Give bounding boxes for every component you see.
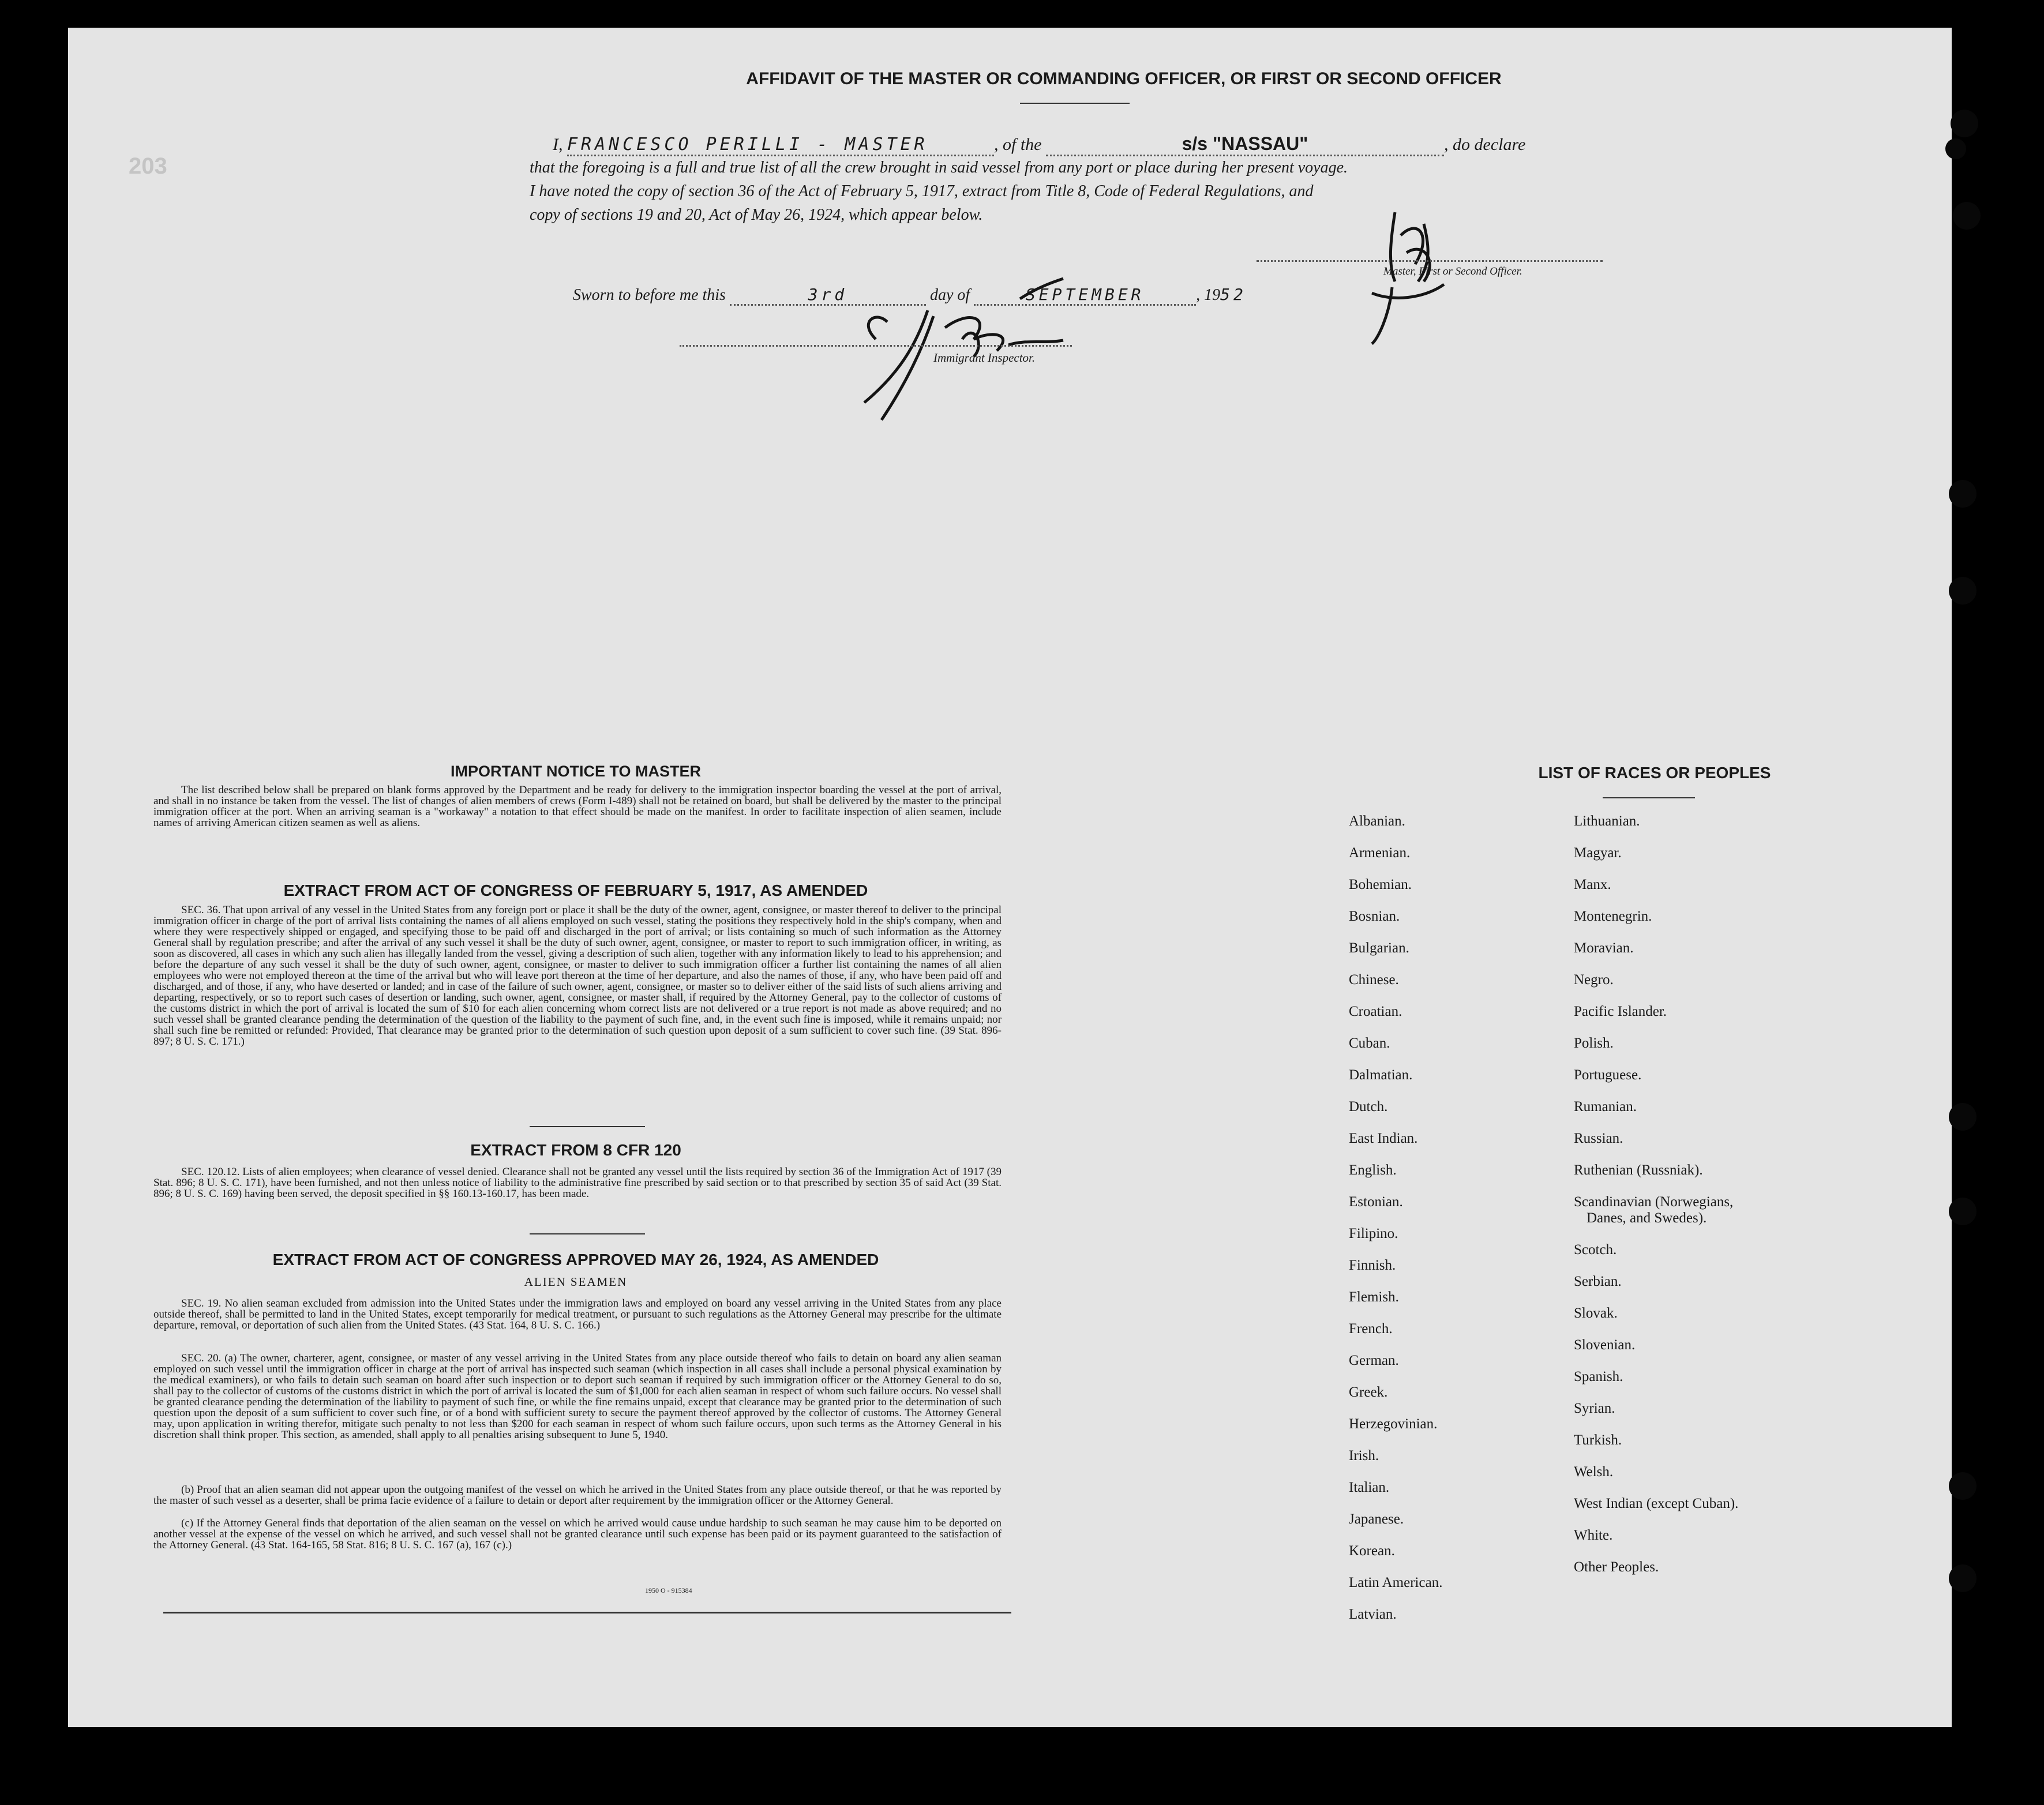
page-number: 203 bbox=[129, 153, 167, 179]
race-item: Croatian. bbox=[1349, 1004, 1402, 1019]
affidavit-line2: that the foregoing is a full and true list of all the crew brought in said vessel from any port or place during her present voyage. bbox=[530, 159, 1348, 177]
sec19-body: SEC. 19. No alien seaman excluded from admission into the United States under the immigration laws and employed on board any vessel arriving in the United States from any place outside thereof, shall be permitted to land in the United States, except temporarily for medical treatment, or pursuant to such regulations as the Attorney General may prescribe for the ultimate departure, removal, or deportation of such alien from the United States. (43 Stat. 164, 8 U. S. C. 166.) bbox=[153, 1297, 1002, 1331]
race-item: Bohemian. bbox=[1349, 877, 1412, 892]
race-item: Korean. bbox=[1349, 1543, 1395, 1559]
race-item: Herzegovinian. bbox=[1349, 1416, 1438, 1432]
race-item: Welsh. bbox=[1574, 1464, 1614, 1480]
punch-hole bbox=[1949, 1472, 1977, 1500]
race-item: Lithuanian. bbox=[1574, 813, 1640, 829]
cfr-title: EXTRACT FROM 8 CFR 120 bbox=[470, 1141, 681, 1159]
sec20a-body: SEC. 20. (a) The owner, charterer, agent, consignee, or master of any vessel arriving in the United States from any place outside thereof who fails to detain on board any alien seaman employed on such vessel until the immigration officer in charge at the port of arrival has inspected such seaman (which inspection in all cases shall include a personal physical examination by the medical examiners), or who fails to detain such seaman on board after such inspection or to deport such seaman if required by such immigration officer or the Attorney General to do so, shall pay to the collector of customs of the customs district in which the port of arrival is located the sum of $1,000 for each alien seaman in respect of whom such failure occurs. No vessel shall be granted clearance pending the determination of the liability to payment of such fine, or while the fine remains unpaid, except that clearance may be granted prior to the determination of such question upon the deposit of a sum sufficient to cover such fine, or of a bond with sufficient surety to secure the payment thereof approved by the collector of customs. The Attorney General may, upon application in writing therefor, mitigate such penalty to not less than $200 for each seaman in respect of whom such failure occurs, upon such terms as the Attorney General in his discretion shall think proper. This section, as amended, shall apply to all penalties arising subsequent to June 5, 1940. bbox=[153, 1352, 1002, 1441]
race-item: Ruthenian (Russniak). bbox=[1574, 1162, 1703, 1178]
race-item: Estonian. bbox=[1349, 1194, 1403, 1210]
race-item: Filipino. bbox=[1349, 1226, 1398, 1241]
affidavit-line1 bbox=[553, 133, 1683, 156]
races-title-rule bbox=[1603, 797, 1695, 798]
cfr-body: SEC. 120.12. Lists of alien employees; when clearance of vessel denied. Clearance shall not be granted any vessel until the lists required by section 36 of the Immigration Act of 1917 (39 Stat. 896; 8 U. S. C. 171), have been furnished, and not then unless notice of liability to the administrative fine prescribed by said section or to that prescribed by section 35 of said Act (39 Stat. 896; 8 U. S. C. 169) having been served, the deposit specified in §§ 160.13-160.17, has been made. bbox=[153, 1166, 1002, 1200]
punch-hole bbox=[1945, 138, 1966, 159]
race-item: Other Peoples. bbox=[1574, 1559, 1659, 1575]
vessel-name: s/s "NASSAU" bbox=[1046, 133, 1444, 156]
race-item: Slovenian. bbox=[1574, 1337, 1636, 1353]
document-sheet bbox=[68, 28, 1952, 1727]
race-item: Moravian. bbox=[1574, 940, 1634, 956]
race-item: Negro. bbox=[1574, 972, 1614, 988]
extract-1917-body: SEC. 36. That upon arrival of any vessel in the United States from any foreign port or place it shall be the duty of the owner, agent, consignee, or master thereof to deliver to the principal immigration officer in charge of the port of arrival lists containing the names of all aliens employed on such vessel, stating the positions they respectively hold in the ship's company, when and where they were respectively shipped or engaged, and specifying those to be paid off and discharged in the port of arrival; or lists containing so much of such information as the Attorney General shall by regulation prescribe; and after the arrival of any such vessel it shall be the duty of such owner, agent, consignee, or master to report to such immigration officer, in writing, as soon as discovered, all cases in which any such alien has illegally landed from the vessel, giving a description of such alien, together with any information likely to lead to his apprehension; and before the departure of any such vessel it shall be the duty of such owner, agent, consignee, or master to deliver to such immigration officer a further list containing the names of all alien employees who were not employed thereon at the time of the arrival but who will leave port thereon at the time of her departure, and also the names of those, if any, who have been paid off and discharged, and of those, if any, who have deserted or landed; and in case of the failure of such owner, agent, consignee, or master so to deliver either of the said lists of such aliens arriving and departing, respectively, or so to report such cases of desertion or landing, such owner, agent, consignee, or master shall, if required by the Attorney General, pay to the collector of customs of the customs district in which the port of arrival is located the sum of $10 for each alien concerning whom correct lists are not delivered or a true report is not made as above required; and no such vessel shall be granted clearance pending the determination of the question of the liability to the payment of such fine, and, in the event such fine is imposed, while it remains unpaid; nor shall such fine be remitted or refunded: Provided, That clearance may be granted prior to the determination of such question upon deposit of a sum sufficient to cover such fine. (39 Stat. 896-897; 8 U. S. C. 171.) bbox=[153, 904, 1002, 1048]
punch-hole bbox=[1949, 1198, 1977, 1225]
race-item: Flemish. bbox=[1349, 1289, 1399, 1305]
inspector-caption: Immigrant Inspector. bbox=[933, 351, 1036, 365]
extract-1924-title: EXTRACT FROM ACT OF CONGRESS APPROVED MAY 26, 1924, AS AMENDED bbox=[272, 1251, 879, 1269]
year-prefix: , 19 bbox=[1196, 286, 1221, 304]
race-item: Armenian. bbox=[1349, 845, 1411, 861]
affidavit-line4: copy of sections 19 and 20, Act of May 26, 1924, which appear below. bbox=[530, 206, 983, 224]
punch-hole bbox=[1949, 1564, 1977, 1592]
race-item: Russian. bbox=[1574, 1131, 1623, 1146]
declarant-name: FRANCESCO PERILLI - MASTER bbox=[567, 134, 994, 156]
race-item: Bulgarian. bbox=[1349, 940, 1409, 956]
race-item: Polish. bbox=[1574, 1035, 1614, 1051]
race-item: West Indian (except Cuban). bbox=[1574, 1496, 1739, 1511]
race-item: Irish. bbox=[1349, 1448, 1379, 1463]
affidavit-title: AFFIDAVIT OF THE MASTER OR COMMANDING OFFICER, OR FIRST OR SECOND OFFICER bbox=[746, 69, 1502, 88]
race-item: Latvian. bbox=[1349, 1607, 1397, 1622]
of-the-label: , of the bbox=[994, 135, 1042, 154]
punch-hole bbox=[1949, 577, 1977, 605]
race-item: Portuguese. bbox=[1574, 1067, 1642, 1083]
sworn-label: Sworn to before me this bbox=[573, 286, 726, 304]
do-declare-label: , do declare bbox=[1444, 135, 1526, 154]
notice-title: IMPORTANT NOTICE TO MASTER bbox=[451, 763, 701, 780]
punch-hole bbox=[1951, 110, 1978, 137]
notice-body: The list described below shall be prepared on blank forms approved by the Department and be ready for delivery to the immigration inspector boarding the vessel at the port of arrival, and shall in no instance be taken from the vessel. The list of changes of alien members of crews (Form I-489) shall not be retained on board, but shall be delivered by the master to the principal immigration officer at the port. When an arriving seaman is a "workaway" a notation to that effect should be made on the manifest. In order to facilitate inspection of alien seamen, include names of arriving American citizen seamen as well as aliens. bbox=[153, 784, 1002, 829]
race-item: English. bbox=[1349, 1162, 1397, 1178]
race-item: Dalmatian. bbox=[1349, 1067, 1413, 1083]
race-item: Bosnian. bbox=[1349, 909, 1400, 924]
extract-1917-title: EXTRACT FROM ACT OF CONGRESS OF FEBRUARY 5, 1917, AS AMENDED bbox=[283, 881, 868, 899]
i-label: I, bbox=[553, 135, 563, 154]
race-item: Dutch. bbox=[1349, 1099, 1388, 1114]
race-item: Magyar. bbox=[1574, 845, 1622, 861]
alien-seamen-subtitle: ALIEN SEAMEN bbox=[524, 1275, 628, 1289]
race-item: Scandinavian (Norwegians, bbox=[1574, 1194, 1734, 1210]
race-item: Slovak. bbox=[1574, 1305, 1618, 1321]
race-item: Danes, and Swedes). bbox=[1587, 1210, 1707, 1226]
race-item: East Indian. bbox=[1349, 1131, 1418, 1146]
race-item: Chinese. bbox=[1349, 972, 1399, 988]
race-item: French. bbox=[1349, 1321, 1393, 1337]
punch-hole bbox=[1949, 480, 1977, 508]
master-signature-line bbox=[1257, 260, 1603, 262]
race-item: Serbian. bbox=[1574, 1274, 1622, 1289]
race-item: Pacific Islander. bbox=[1574, 1004, 1667, 1019]
sworn-month: SEPTEMBER bbox=[974, 285, 1196, 306]
race-item: Finnish. bbox=[1349, 1258, 1396, 1273]
print-code: 1950 O - 915384 bbox=[645, 1586, 692, 1594]
divider-1 bbox=[530, 1126, 645, 1127]
punch-hole bbox=[1953, 202, 1981, 230]
race-item: Japanese. bbox=[1349, 1511, 1404, 1527]
sec20b-body: (b) Proof that an alien seaman did not appear upon the outgoing manifest of the vessel on which he arrived in the United States from any place outside thereof, or that he was reported by the master of such vessel as a deserter, shall be prima facie evidence of a failure to detain or deport after requirement by the immigration officer or the Attorney General. bbox=[153, 1484, 1002, 1507]
affidavit-line3: I have noted the copy of section 36 of the Act of February 5, 1917, extract from Title 8, Code of Federal Regulations, and bbox=[530, 182, 1314, 200]
race-item: Greek. bbox=[1349, 1384, 1388, 1400]
race-item: Latin American. bbox=[1349, 1575, 1443, 1590]
inspector-signature-line bbox=[680, 345, 1072, 347]
day-of-label: day of bbox=[929, 286, 970, 304]
sworn-day: 3rd bbox=[730, 285, 926, 306]
divider-2 bbox=[530, 1233, 645, 1234]
race-item: Rumanian. bbox=[1574, 1099, 1637, 1114]
races-title: LIST OF RACES OR PEOPLES bbox=[1538, 764, 1771, 782]
bottom-rule bbox=[163, 1612, 1011, 1613]
race-item: Scotch. bbox=[1574, 1242, 1617, 1258]
punch-hole bbox=[1949, 1103, 1977, 1131]
race-item: Turkish. bbox=[1574, 1432, 1622, 1448]
race-item: Syrian. bbox=[1574, 1401, 1615, 1416]
race-item: Italian. bbox=[1349, 1480, 1390, 1495]
race-item: German. bbox=[1349, 1353, 1399, 1368]
master-caption: Master, First or Second Officer. bbox=[1383, 265, 1522, 277]
sec20c-body: (c) If the Attorney General finds that deportation of the alien seaman on the vessel on which he arrived would cause undue hardship to such seaman he may cause him to be deported on another vessel at the expense of the vessel on which he arrived, and such vessel shall not be granted clearance until such expense has been paid or its payment guaranteed to the satisfaction of the Attorney General. (43 Stat. 164-165, 58 Stat. 816; 8 U. S. C. 167 (a), 167 (c).) bbox=[153, 1517, 1002, 1551]
title-rule bbox=[1020, 103, 1130, 104]
race-item: White. bbox=[1574, 1528, 1613, 1543]
race-item: Albanian. bbox=[1349, 813, 1405, 829]
race-item: Spanish. bbox=[1574, 1369, 1623, 1384]
race-item: Montenegrin. bbox=[1574, 909, 1652, 924]
sworn-year: 52 bbox=[1220, 285, 1247, 304]
race-item: Manx. bbox=[1574, 877, 1611, 892]
race-item: Cuban. bbox=[1349, 1035, 1390, 1051]
